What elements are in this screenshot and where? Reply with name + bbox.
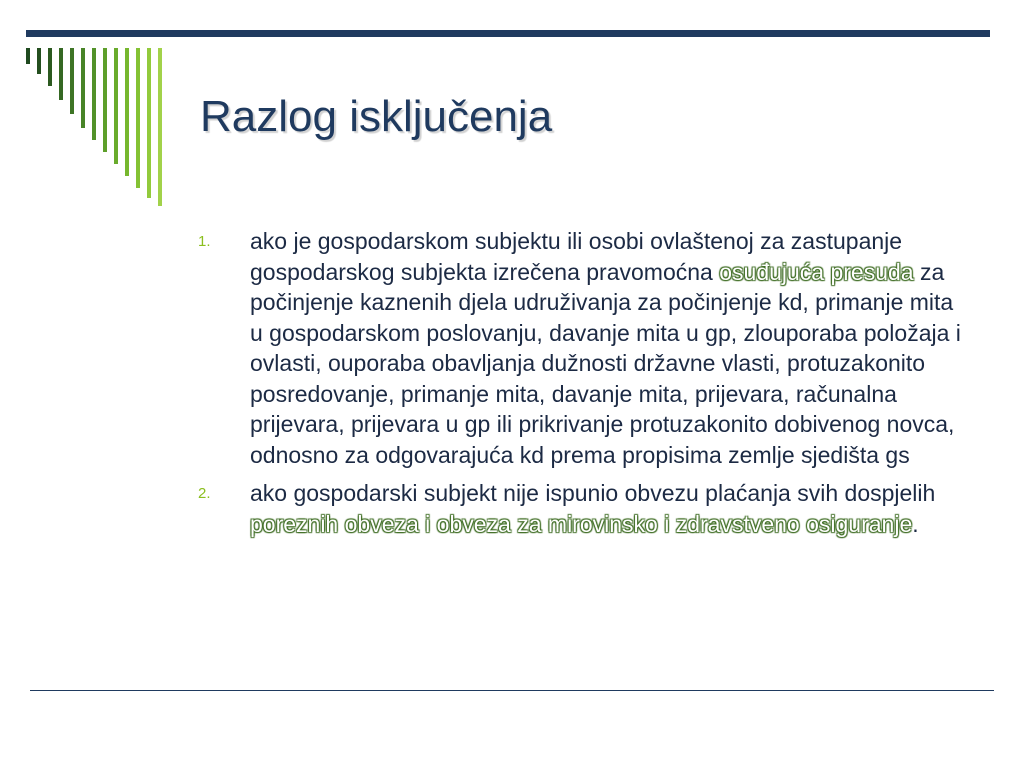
stripe-bar [136, 48, 140, 188]
stripe-bar [81, 48, 85, 128]
stripe-bar [26, 48, 30, 64]
text-before: ako je gospodarskom subjektu ili osobi ovlaštenoj za zastupanje gospodarskog subjekta izrečena pravomoćna [250, 228, 903, 285]
stripe-bar [48, 48, 52, 86]
list-text [250, 478, 968, 539]
highlighted-text: osuđujuća presuda [719, 258, 914, 285]
bottom-rule [30, 690, 994, 691]
slide-title: Razlog isključenja [200, 92, 553, 141]
text-after: za počinjenje kaznenih djela udruživanja za počinjenje kd, primanje mita u gospodarskom poslovanju, davanje mita u gp, zlouporaba položaja i ovlasti, ouporaba obavljanja dužnosti državne vlasti, protuzakonito posredovanje, primanje mita, davanje mita, prijevara, računalna prijevara, prijevara u gp ili prikrivanje protuzakonito dobivenog novca, odnosno za odgovarajuća kd prema propisima zemlje sjedišta gs [250, 258, 961, 468]
stripe-bar [147, 48, 151, 198]
list-item [198, 478, 968, 539]
stripe-bar [59, 48, 63, 100]
highlighted-text: poreznih obveza i obveza za mirovinsko i zdravstveno osiguranje [250, 510, 913, 537]
list-item [198, 226, 968, 470]
stripe-bar [103, 48, 107, 152]
text-before: ako gospodarski subjekt nije ispunio obvezu plaćanja svih dospjelih [250, 480, 936, 506]
stripe-bar [114, 48, 118, 164]
stripe-bar [125, 48, 129, 176]
list-number: 2. [198, 485, 211, 502]
stripe-bar [158, 48, 162, 206]
stripe-bar [37, 48, 41, 74]
stripe-bar [92, 48, 96, 140]
top-rule [26, 30, 990, 37]
list-text [250, 226, 968, 470]
list-number: 1. [198, 233, 211, 250]
numbered-list [198, 226, 968, 547]
stripe-bar [70, 48, 74, 114]
text-after: . [912, 510, 919, 537]
